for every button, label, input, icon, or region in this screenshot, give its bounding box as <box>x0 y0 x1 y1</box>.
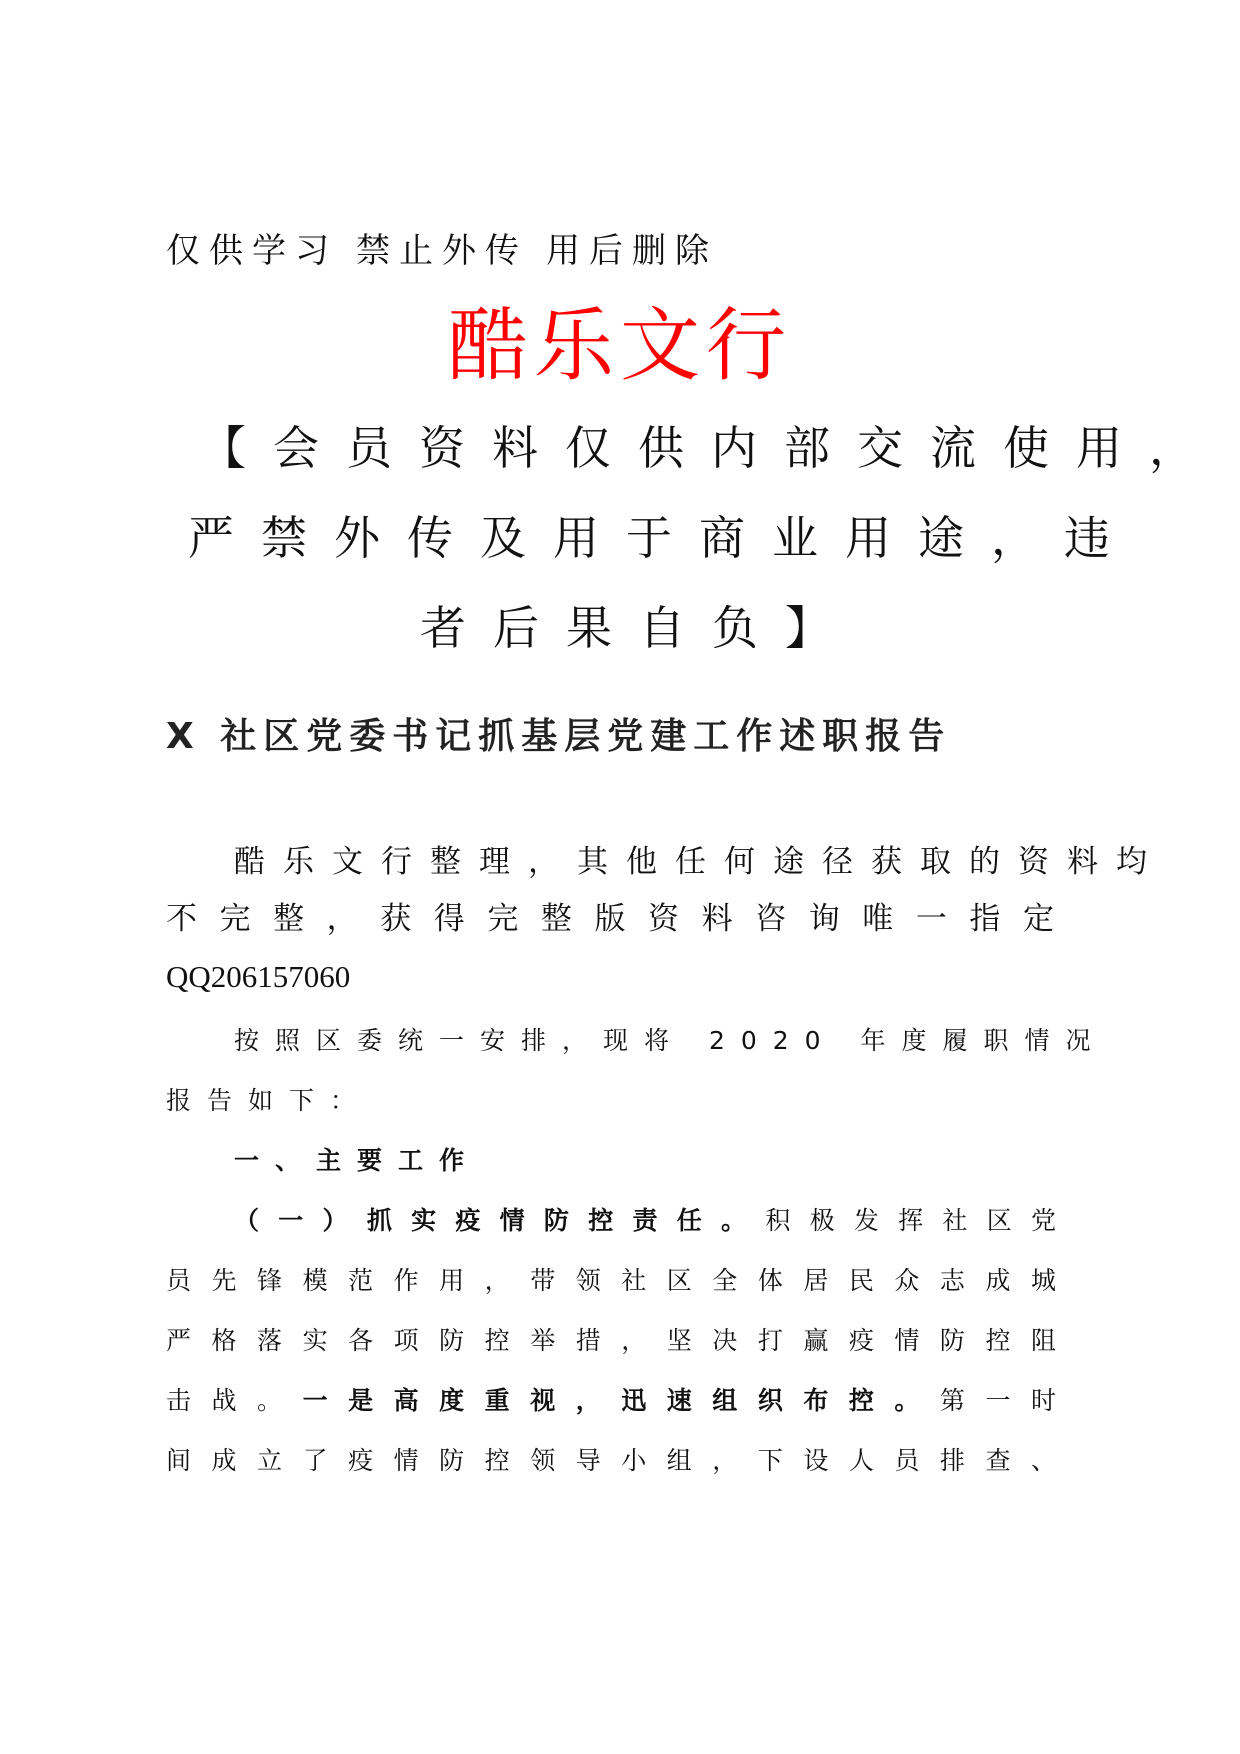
body-line-4-end: 第一时 <box>939 1386 1072 1415</box>
intro-line-1: 酷乐文行整理，其他任何途径获取的资料均 <box>234 844 1165 880</box>
point-one-title: 一是高度重视，迅速组织布控。 <box>302 1386 940 1415</box>
body-line-3: 严格落实各项防控举措，坚决打赢疫情防控阻 <box>166 1326 1072 1355</box>
intro-line-2: 不完整，获得完整版资料咨询唯一指定 <box>166 901 1072 937</box>
subsection-title-epidemic-control: （一）抓实疫情防控责任。 <box>234 1206 766 1235</box>
arrangement-line-1: 按照区委统一安排，现将 2020 年度履职情况 <box>234 1026 1107 1055</box>
section-heading-main-work: 一、主要工作 <box>234 1146 481 1175</box>
body-line-1-text: 积极发挥社区党 <box>765 1206 1072 1235</box>
notice-study-only: 仅供学习 <box>166 231 338 271</box>
body-line-2: 员先锋模范作用，带领社区全体居民众志成城 <box>166 1266 1072 1295</box>
body-line-5: 间成立了疫情防控领导小组，下设人员排查、 <box>166 1446 1072 1475</box>
member-warning-line-3: 者后果自负】 <box>420 601 858 655</box>
body-line-1 <box>234 1201 1072 1241</box>
member-warning-line-2: 严禁外传及用于商业用途，违 <box>188 511 1137 565</box>
body-line-4 <box>166 1381 1072 1421</box>
contact-qq: QQ206157060 <box>166 959 351 994</box>
brand-title: 酷乐文行 <box>448 299 792 392</box>
body-line-4-start: 击战。 <box>166 1386 303 1415</box>
notice-delete-after-use: 用后删除 <box>546 231 718 271</box>
member-warning-line-1: 【会员资料仅供内部交流使用， <box>200 421 1222 475</box>
document-title: X 社区党委书记抓基层党建工作述职报告 <box>166 716 952 757</box>
usage-notice <box>166 226 718 276</box>
notice-no-distribution: 禁止外传 <box>356 231 528 271</box>
arrangement-line-2: 报告如下： <box>166 1086 372 1115</box>
